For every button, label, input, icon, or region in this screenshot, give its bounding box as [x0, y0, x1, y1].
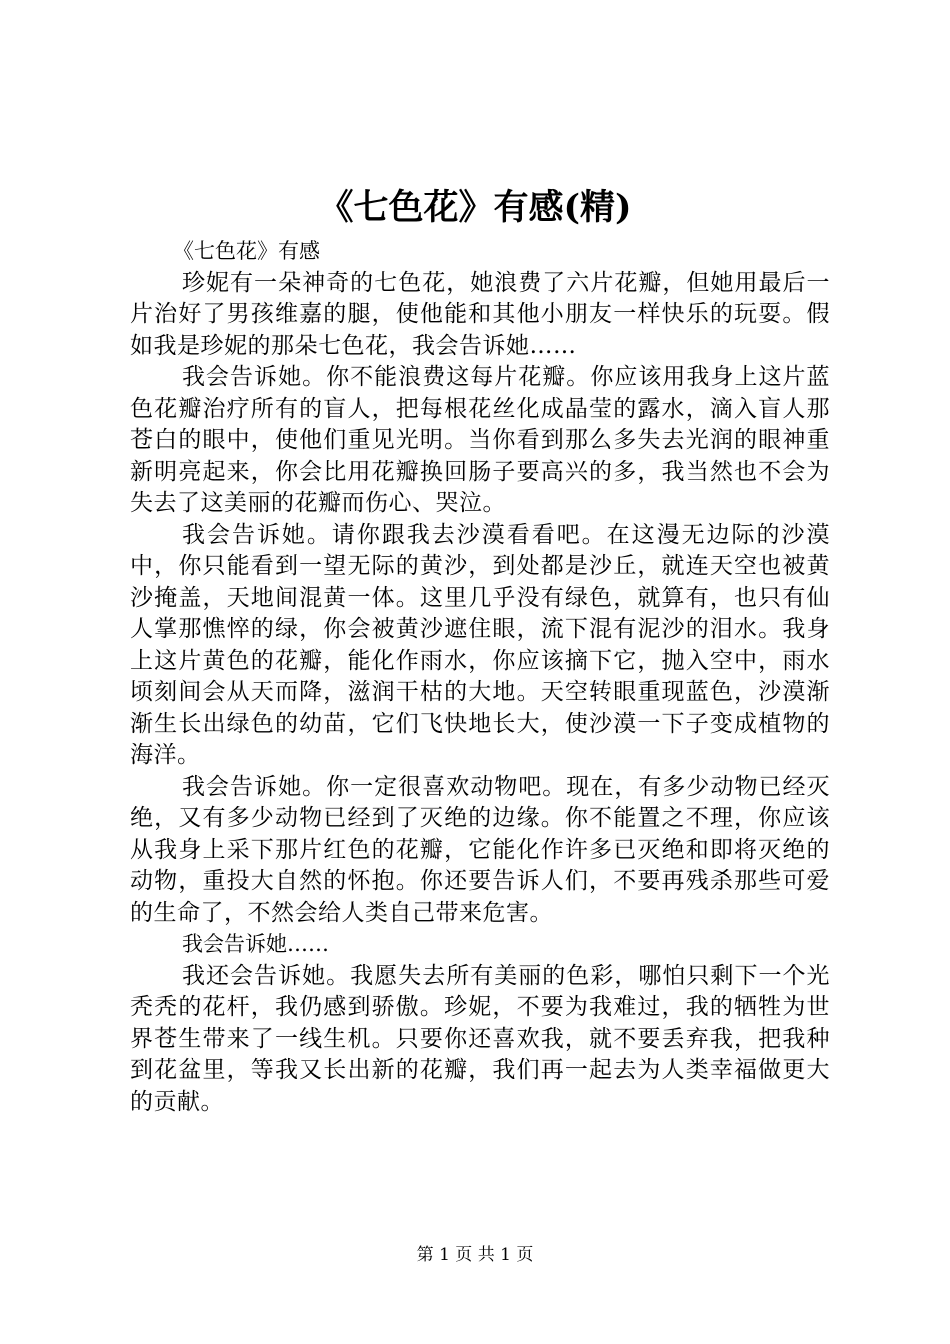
- short-line: 我会告诉她……: [182, 932, 329, 956]
- document-subtitle: 《七色花》有感: [173, 239, 320, 263]
- document-body: [130, 236, 830, 1118]
- paragraph: 我会告诉她。你一定很喜欢动物吧。现在，有多少动物已经灭绝，又有多少动物已经到了灭绝的边缘。你不能置之不理，你应该从我身上采下那片红色的花瓣，它能化作许多已灭绝和即将灭绝的动物，重投大自然的怀抱。你还要告诉人们，不要再残杀那些可爱的生命了，不然会给人类自己带来危害。: [130, 773, 830, 926]
- closing-paragraph: 我还会告诉她。我愿失去所有美丽的色彩，哪怕只剩下一个光秃秃的花杆，我仍感到骄傲。珍妮，不要为我难过，我的牺牲为世界苍生带来了一线生机。只要你还喜欢我，就不要丢弃我，把我种到花盆里，等我又长出新的花瓣，我们再一起去为人类幸福做更大的贡献。: [130, 962, 830, 1115]
- document-title: 《七色花》有感(精): [318, 187, 632, 228]
- paragraph: 我会告诉她。请你跟我去沙漠看看吧。在这漫无边际的沙漠中，你只能看到一望无际的黄沙，到处都是沙丘，就连天空也被黄沙掩盖，天地间混黄一体。这里几乎没有绿色，就算有，也只有仙人掌那憔悴的绿，你会被黄沙遮住眼，流下混有泥沙的泪水。我身上这片黄色的花瓣，能化作雨水，你应该摘下它，抛入空中，雨水顷刻间会从天而降，滋润干枯的大地。天空转眼重现蓝色，沙漠渐渐生长出绿色的幼苗，它们飞快地长大，使沙漠一下子变成植物的海洋。: [130, 521, 830, 768]
- paragraph: 珍妮有一朵神奇的七色花，她浪费了六片花瓣，但她用最后一片治好了男孩维嘉的腿，使他能和其他小朋友一样快乐的玩耍。假如我是珍妮的那朵七色花，我会告诉她……: [130, 269, 830, 359]
- paragraph: 我会告诉她。你不能浪费这每片花瓣。你应该用我身上这片蓝色花瓣治疗所有的盲人，把每根花丝化成晶莹的露水，滴入盲人那苍白的眼中，使他们重见光明。当你看到那么多失去光润的眼神重新明亮起来，你会比用花瓣换回肠子要高兴的多，我当然也不会为失去了这美丽的花瓣而伤心、哭泣。: [130, 364, 830, 516]
- page-footer: 第 1 页 共 1 页: [416, 1245, 534, 1265]
